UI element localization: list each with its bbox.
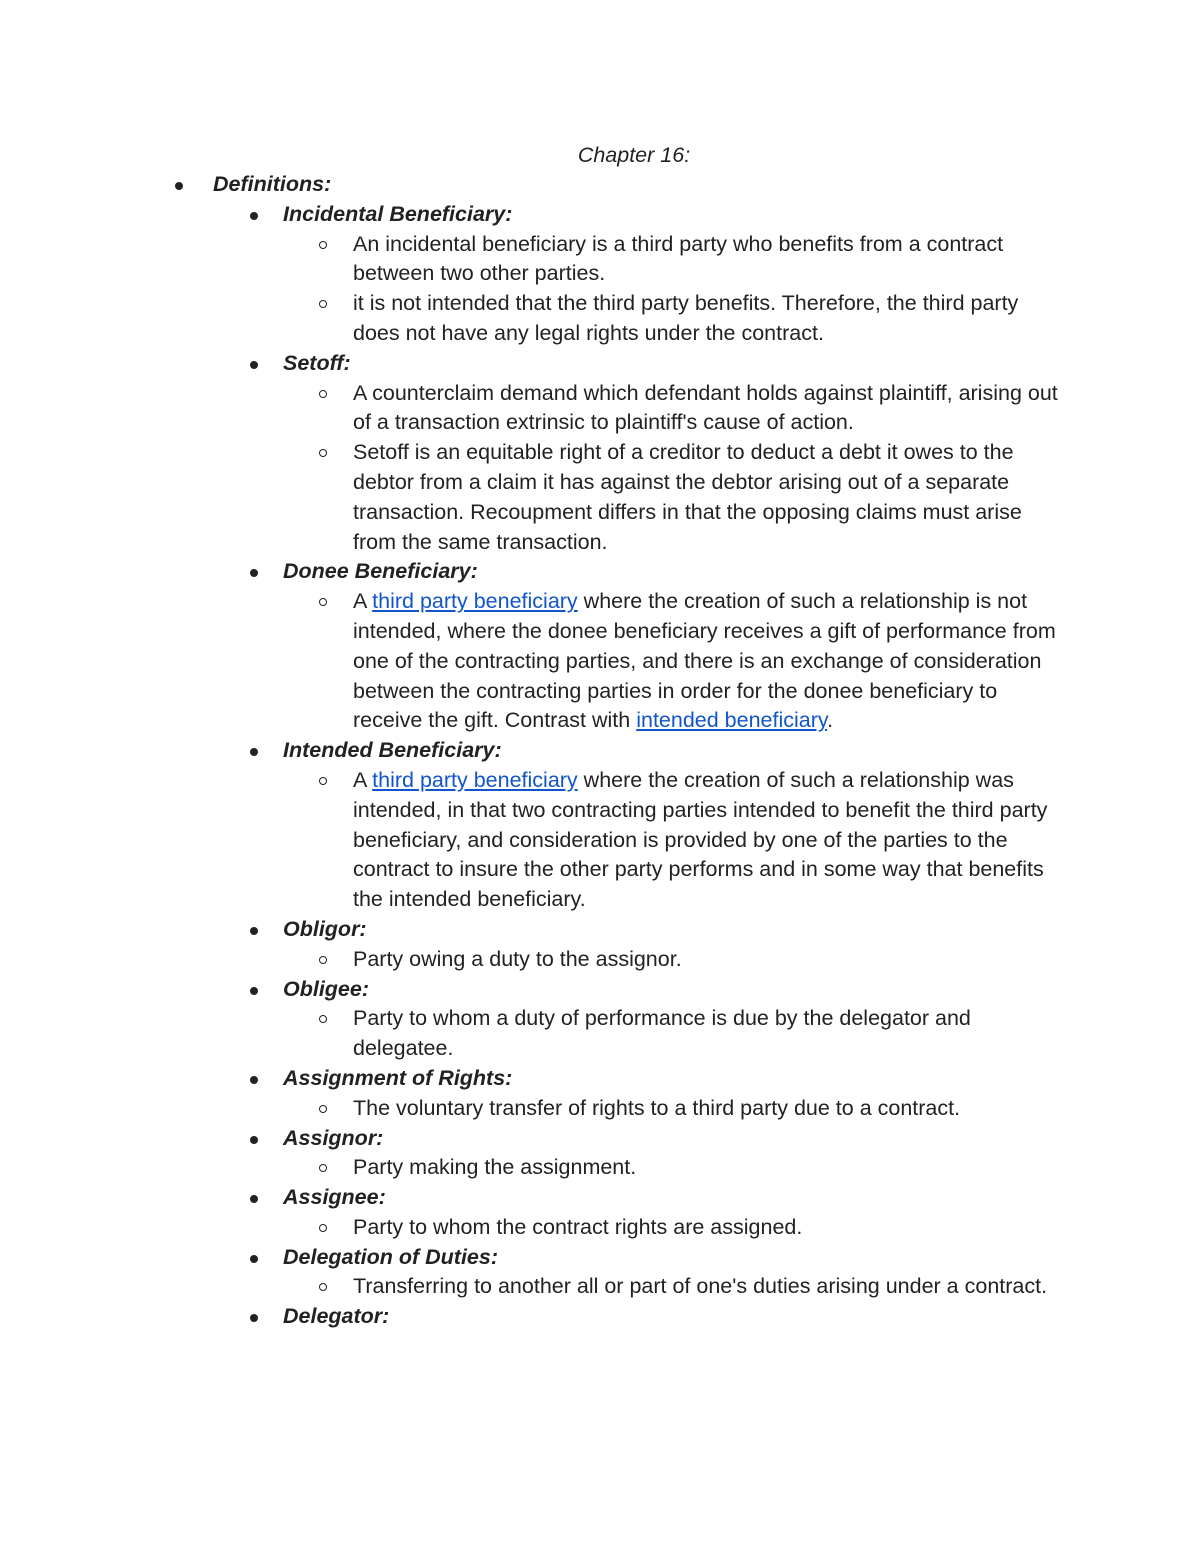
term-label: Obligor: (283, 916, 367, 941)
definition-text: Transferring to another all or part of one's duties arising under a contract. (353, 1274, 1048, 1299)
circle-bullet-icon (319, 1105, 327, 1113)
term-assignee (0, 1183, 1200, 1213)
definition-text-mid: where the creation of such a relationship is not intended, where the donee beneficiary receives a gift of performance from one of the contracting parties, and there is an exchange of consideration between the contracting parties in order for the donee beneficiary to receive the gift. Contrast with (353, 589, 1056, 733)
definition-item (0, 945, 1063, 975)
bullet-icon (250, 569, 258, 577)
circle-bullet-icon (319, 241, 327, 249)
definition-text-pre: A (353, 767, 373, 792)
term-label: Assignee: (283, 1185, 386, 1210)
term-incidental-beneficiary (0, 200, 1200, 230)
definition-item (0, 1153, 1063, 1183)
bullet-icon (250, 748, 258, 756)
term-assignor (0, 1124, 1200, 1154)
definition-text: A counterclaim demand which defendant holds against plaintiff, arising out of a transaction extrinsic to plaintiff's cause of action. (353, 380, 1058, 435)
term-obligee (0, 975, 1200, 1005)
term-assignment-of-rights (0, 1064, 1200, 1094)
term-label: Delegation of Duties: (283, 1244, 499, 1269)
third-party-beneficiary-link[interactable]: third party beneficiary (372, 589, 578, 614)
bullet-icon (250, 1136, 258, 1144)
circle-bullet-icon (319, 956, 327, 964)
term-setoff (0, 349, 1200, 379)
term-obligor (0, 915, 1200, 945)
bullet-icon (250, 927, 258, 935)
term-label: Incidental Beneficiary: (283, 201, 513, 226)
term-label: Assignment of Rights: (283, 1065, 513, 1090)
circle-bullet-icon (319, 1283, 327, 1291)
definition-item (0, 230, 1063, 290)
definition-item (0, 1094, 1063, 1124)
bullet-icon (250, 1076, 258, 1084)
bullet-icon (250, 987, 258, 995)
circle-bullet-icon (319, 598, 327, 606)
bullet-icon (250, 212, 258, 220)
bullet-icon (250, 1255, 258, 1263)
circle-bullet-icon (319, 1015, 327, 1023)
term-label: Setoff: (283, 350, 351, 375)
term-label: Delegator: (283, 1304, 390, 1329)
section-label: Definitions: (213, 172, 332, 196)
bullet-icon (250, 1195, 258, 1203)
term-delegation-of-duties (0, 1243, 1200, 1273)
intended-beneficiary-link[interactable]: intended beneficiary (636, 708, 828, 733)
bullet-icon (250, 361, 258, 369)
definition-item (0, 379, 1063, 439)
term-label: Obligee: (283, 976, 370, 1001)
definition-item (0, 1272, 1063, 1302)
definition-text-pre: A (353, 589, 373, 614)
term-label: Assignor: (283, 1125, 384, 1150)
bullet-icon (250, 1314, 258, 1322)
definition-text: Party to whom the contract rights are assigned. (353, 1214, 803, 1239)
definition-text: Setoff is an equitable right of a creditor to deduct a debt it owes to the debtor from a claim it has against the debtor arising out of a separate transaction. Recoupment differs in that the opposing claims must arise from the same transaction. (353, 440, 1022, 554)
circle-bullet-icon (319, 1164, 327, 1172)
section-definitions (0, 170, 1200, 200)
definition-text: Party owing a duty to the assignor. (353, 946, 682, 971)
definition-text: Party making the assignment. (353, 1155, 637, 1180)
definition-text: it is not intended that the third party benefits. Therefore, the third party does not have any legal rights under the contract. (353, 291, 1019, 345)
definition-item (0, 587, 1063, 736)
definition-item (0, 438, 1063, 557)
definition-item (0, 1213, 1063, 1243)
definition-text-post: . (827, 708, 834, 733)
circle-bullet-icon (319, 300, 327, 308)
definition-text: The voluntary transfer of rights to a third party due to a contract. (353, 1095, 961, 1120)
term-intended-beneficiary (0, 736, 1200, 766)
circle-bullet-icon (319, 1224, 327, 1232)
term-label: Donee Beneficiary: (283, 559, 478, 584)
definition-item (0, 1004, 1063, 1064)
definition-text: An incidental beneficiary is a third party who benefits from a contract between two other parties. (353, 231, 1004, 286)
definition-text-post: where the creation of such a relationship was intended, in that two contracting parties intended to benefit the third party beneficiary, and consideration is provided by one of the parties to the contract to insure the other party performs and in some way that benefits the intended beneficiary. (353, 767, 1048, 912)
circle-bullet-icon (319, 777, 327, 785)
term-donee-beneficiary (0, 557, 1200, 587)
circle-bullet-icon (319, 390, 327, 398)
term-label: Intended Beneficiary: (283, 738, 502, 763)
term-delegator (0, 1302, 1200, 1332)
circle-bullet-icon (319, 449, 327, 457)
definition-text: Party to whom a duty of performance is due by the delegator and delegatee. (353, 1006, 971, 1061)
third-party-beneficiary-link[interactable]: third party beneficiary (372, 767, 578, 792)
outline-list (0, 170, 1200, 1332)
definition-item (0, 289, 1063, 349)
definition-item (0, 766, 1063, 915)
bullet-icon (175, 182, 183, 190)
page-title: Chapter 16: (577, 143, 691, 167)
